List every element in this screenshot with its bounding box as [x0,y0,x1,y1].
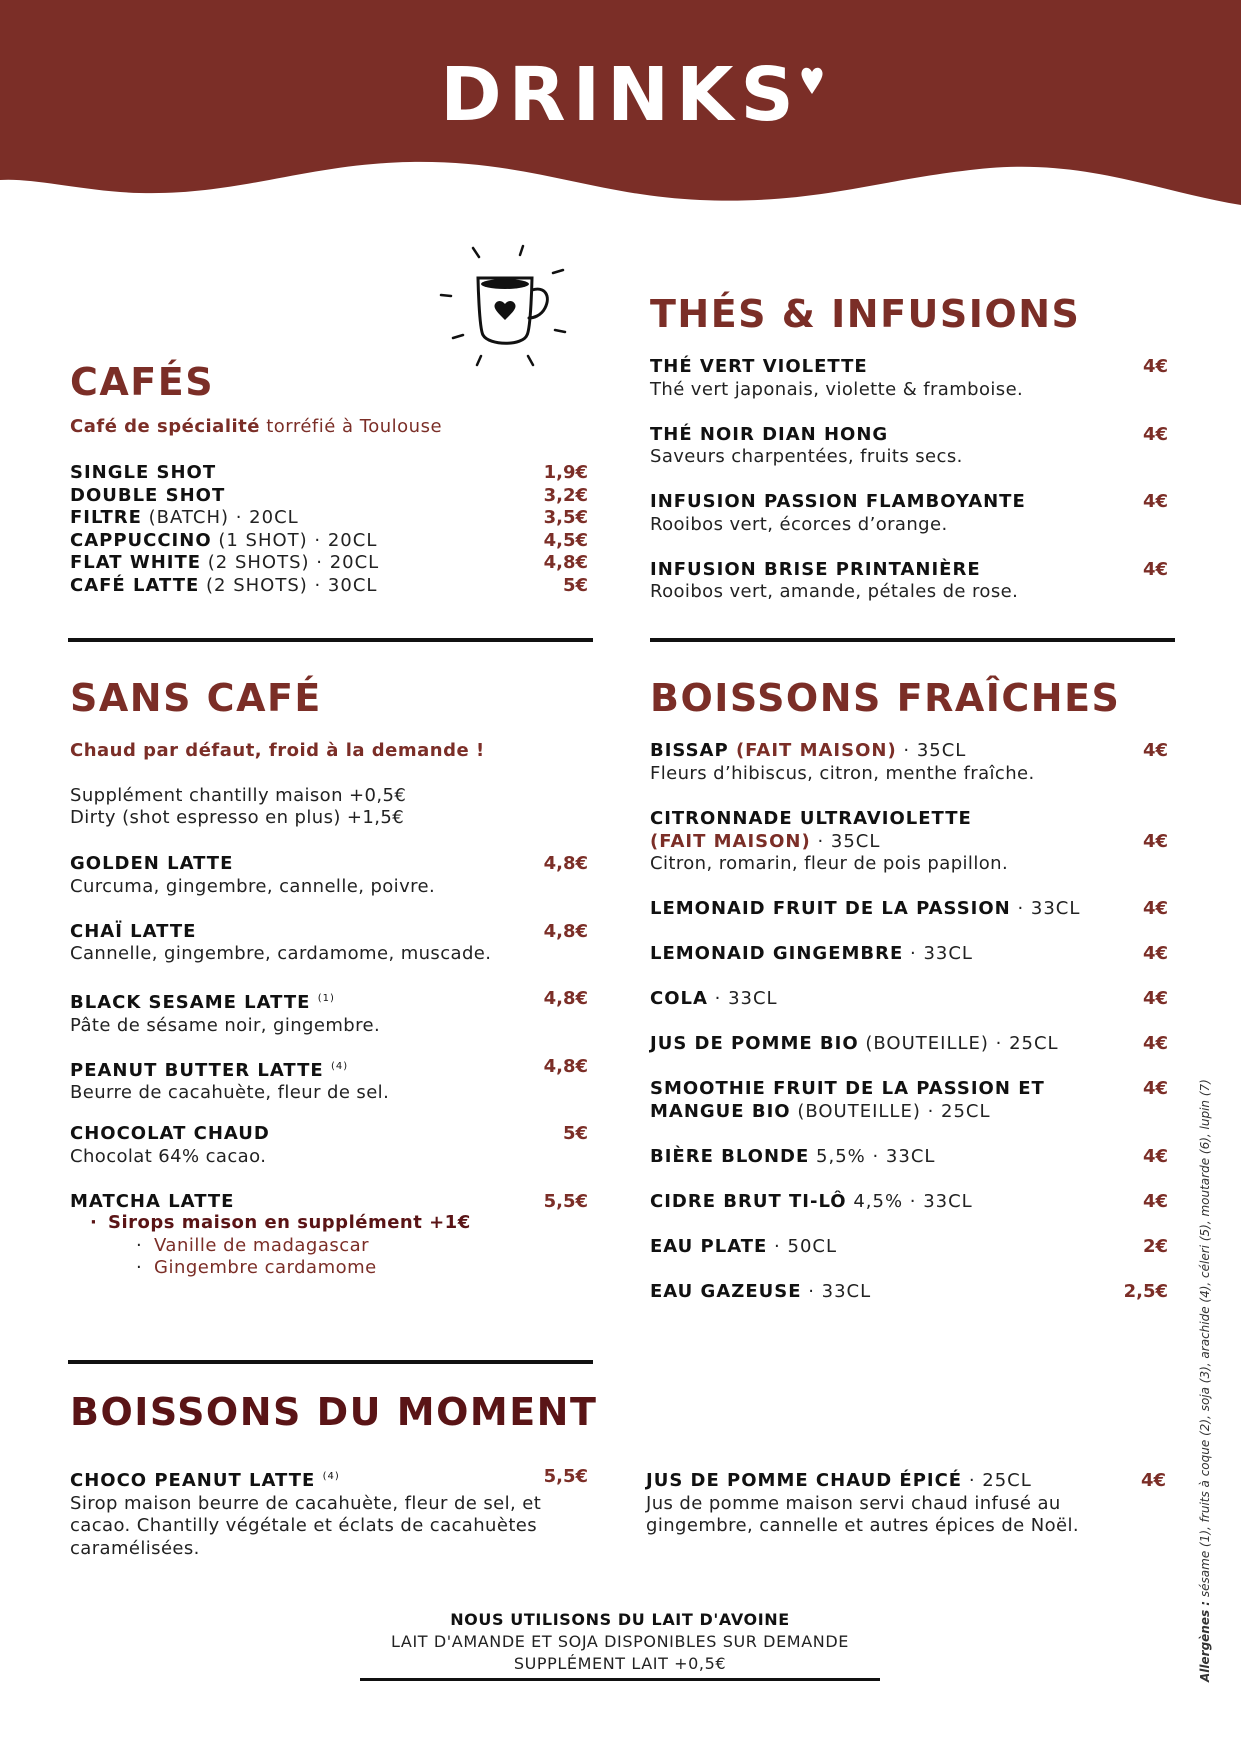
cafes-row [70,552,588,575]
cafes-row [70,575,588,598]
item-desc: Rooibos vert, écorces d’orange. [650,513,948,535]
item-price: 3,5€ [543,507,588,528]
item-price: 5,5€ [543,1190,588,1212]
item-extra: · 35CL [896,740,967,761]
item-extra: (2 SHOTS) · 30CL [199,574,378,596]
item-price: 4€ [1142,1146,1168,1167]
fraiches-item [650,1191,1168,1214]
item-price: 3,2€ [543,484,588,506]
item-name: CHOCO PEANUT LATTE $^{(4)}$ [70,1470,340,1491]
item-price: 4€ [1142,830,1168,852]
item-extra: (BOUTEILLE) · 25CL [790,1100,991,1122]
item-price: 5€ [562,1123,588,1144]
sans-cafe-note-chantilly: Supplément chantilly maison +0,5€ [70,785,407,806]
item-desc: Thé vert japonais, violette & framboise. [650,378,1024,400]
item-desc: Fleurs d’hibiscus, citron, menthe fraîche. [650,762,1035,784]
item-name: CAFÉ LATTE (2 SHOTS) · 30CL [70,574,378,596]
item-name: CHAÏ LATTE [70,920,197,942]
item-name: THÉ VERT VIOLETTE [650,356,868,377]
thes-item [650,424,1168,469]
item-extra: (BATCH) · 20CL [141,507,299,528]
item-name: EAU PLATE · 50CL [650,1236,837,1257]
item-price: 4,8€ [543,1055,588,1077]
item-extra: · 50CL [767,1236,837,1257]
coffee-cup-heart-icon [435,240,585,380]
allergen-ref: (1) [317,993,335,1004]
section-title-thes: THÉS & INFUSIONS [650,292,1081,336]
item-name: CAPPUCCINO (1 SHOT) · 20CL [70,529,378,551]
fraiches-item [650,1236,1168,1259]
item-price: 4€ [1142,1033,1168,1054]
cafes-row [70,507,588,530]
item-desc: Citron, romarin, fleur de pois papillon. [650,853,1009,874]
divider-footer [360,1678,880,1681]
item-name: COLA · 33CL [650,988,778,1009]
cafes-list [70,462,588,597]
item-extra: 4,5% · 33CL [846,1191,973,1212]
thes-item [650,559,1168,604]
item-desc: Curcuma, gingembre, cannelle, poivre. [70,875,436,897]
item-extra: (1 SHOT) · 20CL [211,529,378,551]
item-price: 4€ [1142,943,1168,964]
item-name: SINGLE SHOT [70,462,217,483]
item-price: 4€ [1142,356,1168,377]
sans-cafe-item [70,1191,588,1214]
item-desc: Beurre de cacahuète, fleur de sel. [70,1082,390,1103]
section-title-fraiches: BOISSONS FRAÎCHES [650,676,1121,720]
item-extra: · 33CL [801,1281,872,1302]
footer-line-1: NOUS UTILISONS DU LAIT D'AVOINE [450,1610,790,1629]
allergen-ref: (4) [330,1060,349,1072]
item-extra: 5,5% · 33CL [809,1146,936,1167]
fraiches-item [650,740,1168,785]
item-price: 4,8€ [543,552,588,573]
item-desc: Chocolat 64% cacao. [70,1145,267,1167]
item-price: 5€ [562,574,588,596]
item-extra: · 35CL [810,830,881,852]
item-name: MATCHA LATTE [70,1190,235,1212]
item-name: JUS DE POMME CHAUD ÉPICÉ · 25CL [646,1470,1032,1491]
thes-item [650,491,1168,536]
item-price: 1,9€ [543,462,588,483]
fraiches-item [650,943,1168,966]
item-desc: Pâte de sésame noir, gingembre. [70,1014,381,1036]
item-extra: (2 SHOTS) · 20CL [201,552,380,573]
item-price: 4,8€ [543,988,588,1009]
item-desc: Saveurs charpentées, fruits secs. [650,446,963,467]
footer-line-2: LAIT D'AMANDE ET SOJA DISPONIBLES SUR DEMANDE [391,1632,849,1651]
allergens-note: Allergènes : sésame (1), fruits à coque (2), soja (3), arachide (4), céleri (5), moutarde (6), lupin (7) [1198,1079,1212,1682]
item-name: LEMONAID FRUIT DE LA PASSION · 33CL [650,898,1081,919]
item-name: CITRONNADE ULTRAVIOLETTE (FAIT MAISON) · 35CL [650,808,972,852]
item-name: THÉ NOIR DIAN HONG [650,423,889,445]
cafes-subtitle: Café de spécialité torréfié à Toulouse [70,416,443,437]
item-price: 4,8€ [543,853,588,874]
moment-item-jus-pomme [646,1470,1166,1538]
item-price: 4€ [1142,558,1168,580]
sirop-option-vanille: · Vanille de madagascar [136,1234,370,1256]
fraiches-item [650,1033,1168,1056]
fraiches-item [650,1281,1168,1304]
item-name: FLAT WHITE (2 SHOTS) · 20CL [70,552,380,573]
item-price: 4€ [1142,423,1168,445]
item-price: 4€ [1142,740,1168,761]
sans-cafe-subtitle: Chaud par défaut, froid à la demande ! [70,740,485,761]
sans-cafe-item [70,853,588,898]
item-price: 4,8€ [543,920,588,942]
sans-cafe-note-dirty: Dirty (shot espresso en plus) +1,5€ [70,807,405,828]
item-desc: Sirop maison beurre de cacahuète, fleur de sel, et cacao. Chantilly végétale et éclats de cacahuètes caramélisées. [70,1492,542,1559]
sans-cafe-item [70,1056,588,1105]
fraiches-item [650,988,1168,1011]
section-title-sans-cafe: SANS CAFÉ [70,676,322,720]
item-name: FILTRE (BATCH) · 20CL [70,507,299,528]
sans-cafe-item [70,1123,588,1168]
item-name: CIDRE BRUT TI-LÔ 4,5% · 33CL [650,1191,973,1212]
divider-sans-cafe [68,1360,593,1364]
item-name: CHOCOLAT CHAUD [70,1123,270,1144]
cafes-row [70,485,588,508]
item-price: 2,5€ [1123,1281,1168,1302]
item-desc: Rooibos vert, amande, pétales de rose. [650,581,1019,602]
item-name: INFUSION BRISE PRINTANIÈRE [650,558,981,580]
item-price: 4€ [1142,1078,1168,1099]
item-name: BIÈRE BLONDE 5,5% · 33CL [650,1146,936,1167]
item-price: 4€ [1142,898,1168,919]
fraiches-item [650,898,1168,921]
item-extra: · 33CL [707,988,778,1009]
sirops-list [90,1212,471,1280]
item-name: BLACK SESAME LATTE $^{(1)}$ [70,992,335,1013]
item-name: DOUBLE SHOT [70,484,226,506]
item-name: INFUSION PASSION FLAMBOYANTE [650,491,1026,512]
item-desc: Cannelle, gingembre, cardamome, muscade. [70,943,492,964]
heart-icon [800,66,824,96]
item-extra: · 33CL [903,943,973,964]
item-name: LEMONAID GINGEMBRE · 33CL [650,943,973,964]
fait-maison-tag: (FAIT MAISON) [735,740,897,761]
fait-maison-tag: (FAIT MAISON) [650,830,811,852]
item-price: 4€ [1142,1191,1168,1212]
cafes-row [70,462,588,485]
section-title-cafes: CAFÉS [70,360,215,404]
page-title: DRINKS [440,52,801,138]
item-name: BISSAP (FAIT MAISON) · 35CL [650,740,967,761]
section-title-moment: BOISSONS DU MOMENT [70,1390,598,1434]
footer-line-3: SUPPLÉMENT LAIT +0,5€ [513,1654,727,1673]
footer-milk-note [320,1609,920,1675]
item-price: 5,5€ [543,1466,588,1487]
item-extra: (BOUTEILLE) · 25CL [858,1033,1059,1054]
fraiches-item [650,1146,1168,1169]
fraiches-item [650,1078,1168,1123]
divider-cafes [68,638,593,642]
sirops-heading: · Sirops maison en supplément +1€ [90,1212,471,1233]
item-price: 4,5€ [543,529,588,551]
moment-item-choco-peanut [70,1466,588,1560]
cafes-row [70,530,588,553]
item-name: EAU GAZEUSE · 33CL [650,1281,872,1302]
item-price: 4€ [1142,988,1168,1009]
item-extra: · 33CL [1010,898,1081,919]
item-name: GOLDEN LATTE [70,853,234,874]
thes-item [650,356,1168,401]
item-name: SMOOTHIE FRUIT DE LA PASSION ET MANGUE BIO (BOUTEILLE) · 25CL [650,1078,1045,1122]
sans-cafe-item [70,921,588,966]
item-price: 4€ [1142,491,1168,512]
divider-thes [650,638,1175,642]
item-desc: Jus de pomme maison servi chaud infusé au gingembre, cannelle et autres épices de Noël. [646,1492,1080,1536]
item-name: JUS DE POMME BIO (BOUTEILLE) · 25CL [650,1033,1059,1054]
fraiches-item [650,808,1168,876]
item-name: PEANUT BUTTER LATTE $^{(4)}$ [70,1059,349,1081]
sans-cafe-item [70,988,588,1037]
sirop-option-gingembre: · Gingembre cardamome [136,1257,377,1278]
item-price: 4€ [1140,1470,1166,1491]
item-price: 2€ [1142,1236,1168,1257]
